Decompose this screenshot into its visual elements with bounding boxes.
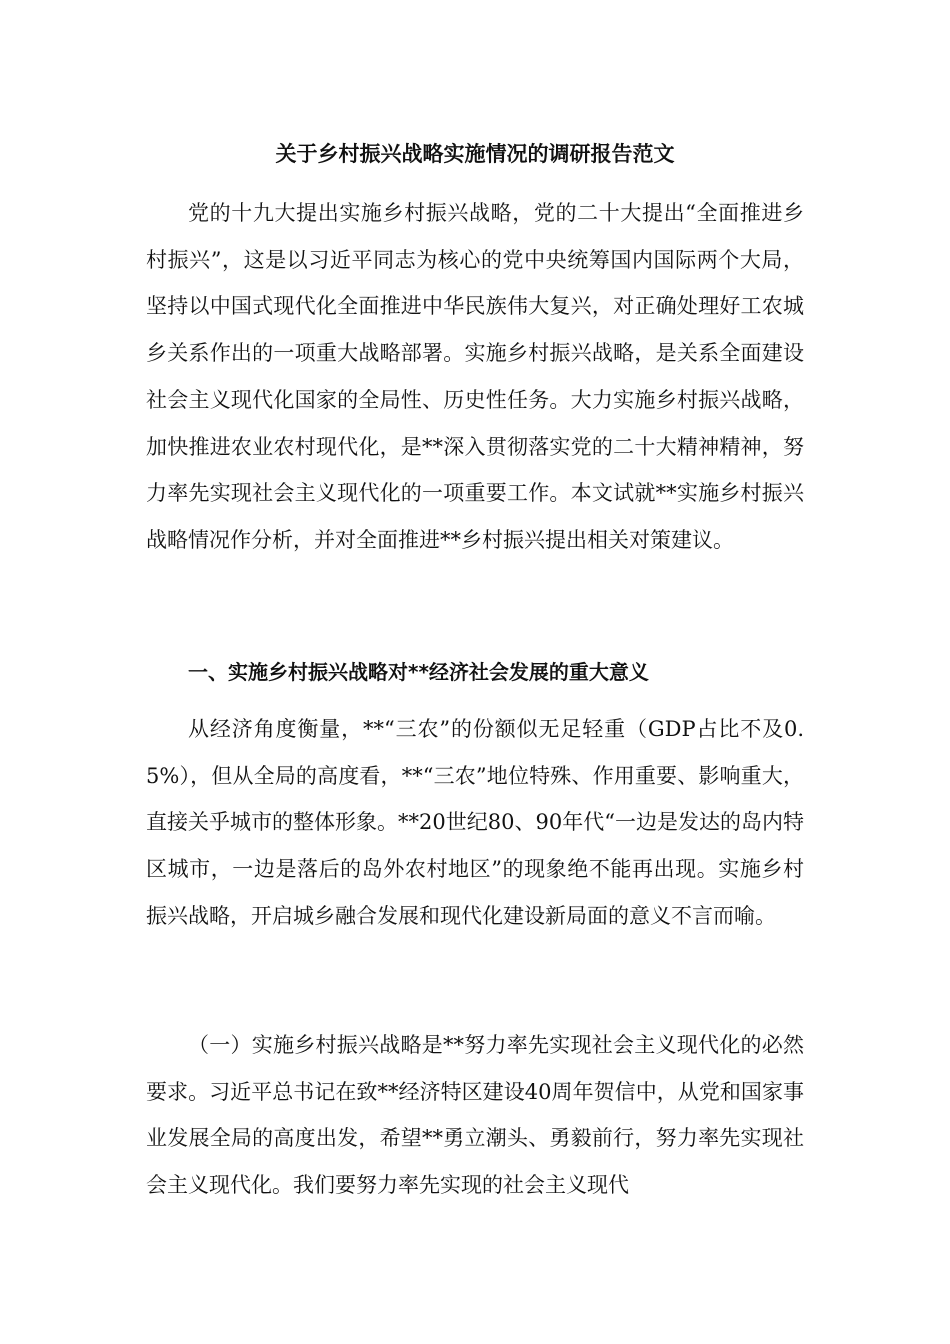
section-paragraph: 从经济角度衡量，**“三农”的份额似无足轻重（GDP占比不及0.5%），但从全局的高度看，**“三农”地位特殊、作用重要、影响重大，直接关乎城市的整体形象。**20世纪80、90年代“一边是发达的岛内特区城市，一边是落后的岛外农村地区”的现象绝不能再出现。实施乡村振兴战略，开启城乡融合发展和现代化建设新局面的意义不言而喻。 — [146, 717, 804, 928]
section-heading: 一、实施乡村振兴战略对**经济社会发展的重大意义 — [188, 660, 649, 684]
document-title: 关于乡村振兴战略实施情况的调研报告范文 — [275, 142, 675, 166]
subsection-paragraph: （一）实施乡村振兴战略是**努力率先实现社会主义现代化的必然要求。习近平总书记在致**经济特区建设40周年贺信中，从党和国家事业发展全局的高度出发，希望**勇立潮头、勇毅前行，努力率先实现社会主义现代化。我们要努力率先实现的社会主义现代 — [146, 1033, 804, 1198]
intro-paragraph: 党的十九大提出实施乡村振兴战略，党的二十大提出“全面推进乡村振兴”，这是以习近平同志为核心的党中央统筹国内国际两个大局，坚持以中国式现代化全面推进中华民族伟大复兴，对正确处理好工农城乡关系作出的一项重大战略部署。实施乡村振兴战略，是关系全面建设社会主义现代化国家的全局性、历史性任务。大力实施乡村振兴战略，加快推进农业农村现代化，是**深入贯彻落实党的二十大精神精神，努力率先实现社会主义现代化的一项重要工作。本文试就**实施乡村振兴战略情况作分析，并对全面推进**乡村振兴提出相关对策建议。 — [146, 201, 804, 552]
